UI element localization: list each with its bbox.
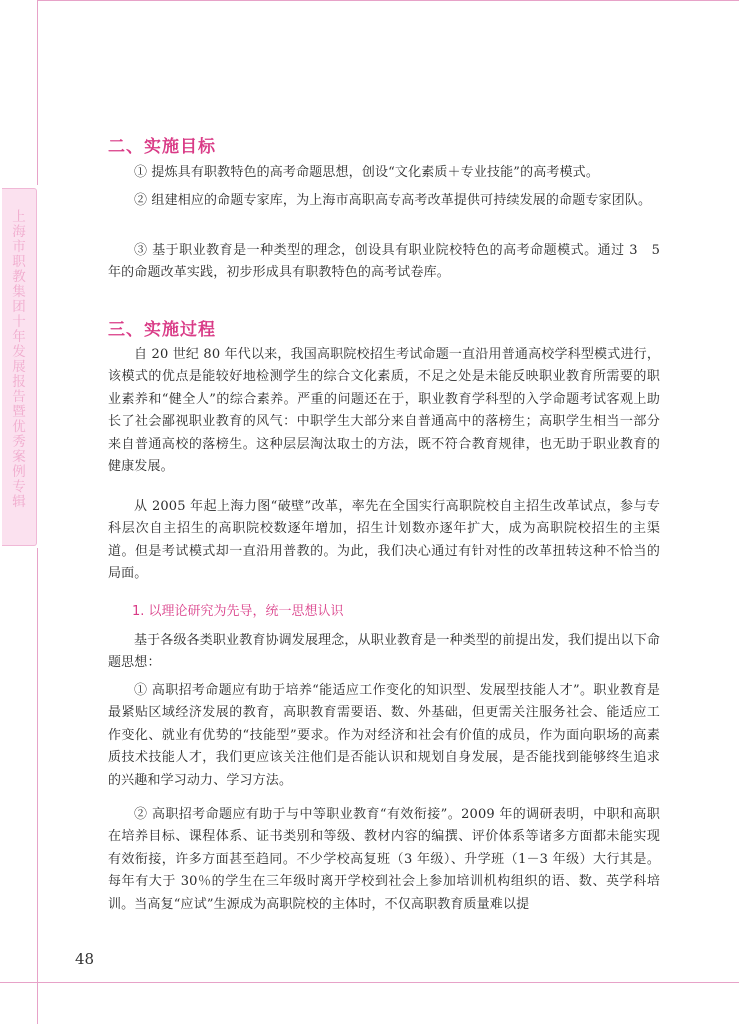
paragraph: 自 20 世纪 80 年代以来，我国高职院校招生考试命题一直沿用普通高校学科型模式进行，该模式的优点是能较好地检测学生的综合文化素质，不足之处是未能反映职业教育所需要的职业素养和“健全人”的综合素养。严重的问题还在于，职业教育学科型的入学命题考试客观上助长了社会鄙视职业教育的风气：中职学生大部分来自普通高中的落榜生；高职学生相当一部分来自普通高校的落榜生。这种层层淘汰取士的方法，既不符合教育规律，也无助于职业教育的健康发展。 [108, 347, 660, 475]
paragraph: ① 高职招考命题应有助于培养“能适应工作变化的知识型、发展型技能人才”。职业教育是最紧贴区域经济发展的教育，高职教育需要语、数、外基础，但更需关注服务社会、能适应工作变化、就业有优势的“技能型”要求。作为对经济和社会有价值的成员，作为面向职场的高素质技术技能人才，我们更应该关注他们是否能认识和规划自身发展，是否能找到能够终生追求的兴趣和学习动力、学习方法。 [108, 683, 660, 788]
paragraph: ① 提炼具有职教特色的高考命题思想，创设“文化素质＋专业技能”的高考模式。 [134, 165, 599, 180]
paragraph: 从 2005 年起上海力图“破壁”改革，率先在全国实行高职院校自主招生改革试点，参与专科层次自主招生的高职院校数逐年增加，招生计划数亦逐年扩大，成为高职院校招生的主渠道。但是考试模式却一直沿用普教的。为此，我们决心通过有针对性的改革扭转这种不恰当的局面。 [108, 499, 660, 582]
paragraph: 基于各级各类职业教育协调发展理念，从职业教育是一种类型的前提出发，我们提出以下命题思想： [108, 633, 661, 671]
page-number: 48 [75, 950, 95, 968]
section-heading-goals: 二、实施目标 [108, 137, 216, 157]
paragraph: ③ 基于职业教育是一种类型的理念，创设具有职业院校特色的高考命题模式。通过 3 5 年的命题改革实践，初步形成具有职教特色的高考试卷库。 [108, 243, 660, 281]
left-border-line-bottom [37, 548, 38, 1024]
paragraph: ② 组建相应的命题专家库，为上海市高职高专高考改革提供可持续发展的命题专家团队。 [134, 193, 652, 208]
bottom-border-line [0, 982, 739, 983]
left-border-line-top [37, 0, 38, 185]
paragraph: ② 高职招考命题应有助于与中等职业教育“有效衔接”。2009 年的调研表明，中职和高职在培养目标、课程体系、证书类别和等级、教材内容的编撰、评价体系等诸多方面都未能实现有效衔接，许多方面甚至趋同。不少学校高复班（3 年级）、升学班（1－3 年级）大行其是。每年有大于 30％的学生在三年级时离开学校到社会上参加培训机构组织的语、数、英学科培训。当高复“应试”生源成为高职院校的主体时，不仅高职教育质量难以提 [108, 807, 660, 912]
section-heading-process: 三、实施过程 [108, 320, 216, 340]
side-tab-label: 上海市职教集团十年发展报告暨优秀案例专辑 [12, 209, 26, 510]
subsection-heading: 1. 以理论研究为先导，统一思想认识 [132, 604, 344, 619]
top-border-line [37, 0, 739, 1]
